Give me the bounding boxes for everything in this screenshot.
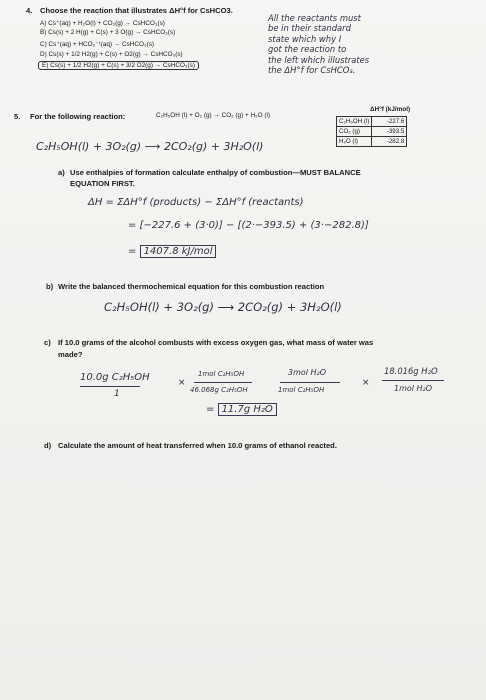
q5c-factor1-top: 10.0g C₂H₅OH: [80, 372, 150, 383]
q5c-factor2-top: 1mol C₂H₅OH: [198, 370, 245, 378]
value-cell: -227.6: [372, 117, 407, 127]
q5a-work-line2: = [−227.6 + (3·0)] − [(2·−393.5) + (3·−282.8)]: [128, 220, 369, 231]
q5c-prompt-line1: If 10.0 grams of the alcohol combusts with excess oxygen gas, what mass of water was: [58, 338, 374, 347]
q5c-factor3-top: 3mol H₂O: [288, 368, 327, 377]
q5a-answer-row: = 1407.8 kJ/mol: [128, 246, 216, 257]
q5a-prompt-line1: Use enthalpies of formation calculate enthalpy of combustion—MUST BALANCE: [70, 168, 361, 177]
fraction-bar: [280, 382, 340, 383]
note-line-1: All the reactants must: [268, 13, 361, 23]
q5-prompt: For the following reaction:: [30, 112, 126, 121]
q5-balanced-handwritten: C₂H₅OH(l) + 3O₂(g) ⟶ 2CO₂(g) + 3H₂O(l): [36, 140, 264, 153]
q4-option-e-circled: E) Cs(s) + 1/2 H2(g) + C(s) + 3/2 O2(g) → CsHCO₃(s): [38, 61, 199, 70]
q5c-answer: 11.7g H₂O: [218, 403, 277, 416]
dhf-table: [336, 116, 407, 147]
q5-number: 5.: [14, 112, 21, 121]
q5d-label: d): [44, 441, 52, 450]
q5d-prompt: Calculate the amount of heat transferred when 10.0 grams of ethanol reacted.: [58, 441, 337, 450]
note-line-5: the left which illustrates: [268, 54, 370, 65]
q5c-answer-row: = 11.7g H₂O: [206, 404, 277, 415]
times-sign: ×: [178, 378, 186, 388]
q5a-work-line1: ΔH = ΣΔH°f (products) − ΣΔH°f (reactants): [88, 197, 304, 208]
note-line-4: got the reaction to: [268, 44, 347, 55]
species-cell: C₂H₅OH (l): [337, 117, 372, 127]
species-cell: H₂O (l): [337, 137, 372, 147]
value-cell: -282.8: [372, 137, 407, 147]
q5a-prompt-line2: EQUATION FIRST.: [70, 179, 135, 188]
q5c-label: c): [44, 338, 51, 347]
q4-option-b: B) Cs(s) + 2 H(g) + C(s) + 3 O(g) → CsHCO₃(s): [40, 29, 176, 36]
table-row: [337, 137, 407, 147]
q5b-work: C₂H₅OH(l) + 3O₂(g) ⟶ 2CO₂(g) + 3H₂O(l): [104, 300, 342, 314]
value-cell: -393.5: [372, 127, 407, 137]
q4-number: 4.: [26, 6, 33, 15]
species-cell: CO₂ (g): [337, 127, 372, 137]
q4-option-d: D) Cs(s) + 1/2 H2(g) + C(s) + O2(g) → CsHCO₃(s): [40, 51, 183, 58]
times-sign: ×: [362, 378, 370, 388]
q4-handwritten-note: [268, 13, 369, 75]
q5c-factor3-bot: 1mol C₂H₅OH: [278, 386, 325, 394]
fraction-bar: [382, 380, 444, 381]
q5a-label: a): [58, 168, 65, 177]
note-line-3: state which why I: [268, 33, 342, 44]
fraction-bar: [194, 382, 252, 383]
q4-prompt: Choose the reaction that illustrates ΔH°f for CsHCO3.: [40, 6, 233, 15]
q5c-factor2-bot: 46.068g C₂H₅OH: [190, 386, 248, 394]
q5c-factor4-bot: 1mol H₂O: [394, 384, 433, 393]
q5b-prompt: Write the balanced thermochemical equation for this combustion reaction: [58, 282, 325, 291]
note-line-6: the ΔH°f for CsHCO₃.: [268, 65, 356, 76]
q4-option-c: C) Cs⁺(aq) + HCO₃⁻¹(aq) → CsHCO₃(s): [40, 41, 155, 48]
note-line-2: be in their standard: [268, 23, 351, 34]
q5c-factor4-top: 18.016g H₂O: [384, 366, 438, 376]
q5c-factor1-bot: 1: [114, 389, 120, 399]
q5a-answer: 1407.8 kJ/mol: [140, 245, 217, 258]
q5b-label: b): [46, 282, 54, 291]
q4-option-a: A) Cs⁺(aq) + H₂O(l) + CO₂(g) → CsHCO₃(s): [40, 20, 165, 27]
q5c-prompt-line2: made?: [58, 350, 83, 359]
table-row: [337, 117, 407, 127]
q5-reaction: C₂H₅OH (l) + O₂ (g) → CO₂ (g) + H₂O (l): [156, 112, 271, 119]
fraction-bar: [80, 386, 140, 387]
dhf-table-header: ΔH°f (kJ/mol): [370, 106, 411, 113]
table-row: [337, 127, 407, 137]
